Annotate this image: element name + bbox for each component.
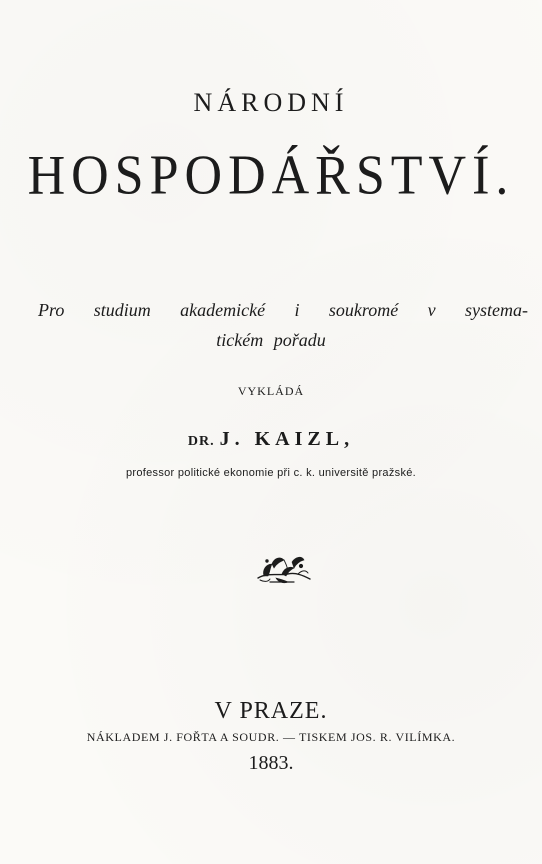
imprint-place: V PRAZE. xyxy=(214,698,328,724)
subtitle-line-2: tickém pořadu xyxy=(216,330,326,350)
floral-vignette-icon xyxy=(254,552,312,586)
imprint-publisher: NÁKLADEM J. FOŘTA A SOUDR. — TISKEM JOS. R. VILÍMKA. xyxy=(86,730,456,744)
author-affiliation: professor politické ekonomie při c. k. universitě pražské. xyxy=(125,467,417,479)
title-line-1: NÁRODNÍ xyxy=(193,88,349,117)
author-prefix: DR. xyxy=(187,434,215,449)
title-line-2: HOSPODÁŘSTVÍ. xyxy=(27,144,515,207)
byline-label: VYKLÁDÁ xyxy=(237,384,305,398)
imprint-year: 1883. xyxy=(248,752,294,774)
author-name: J. KAIZL, xyxy=(219,428,355,450)
subtitle-line-1: Pro studium akademické i soukromé v systema- xyxy=(38,300,528,320)
author xyxy=(0,428,542,451)
